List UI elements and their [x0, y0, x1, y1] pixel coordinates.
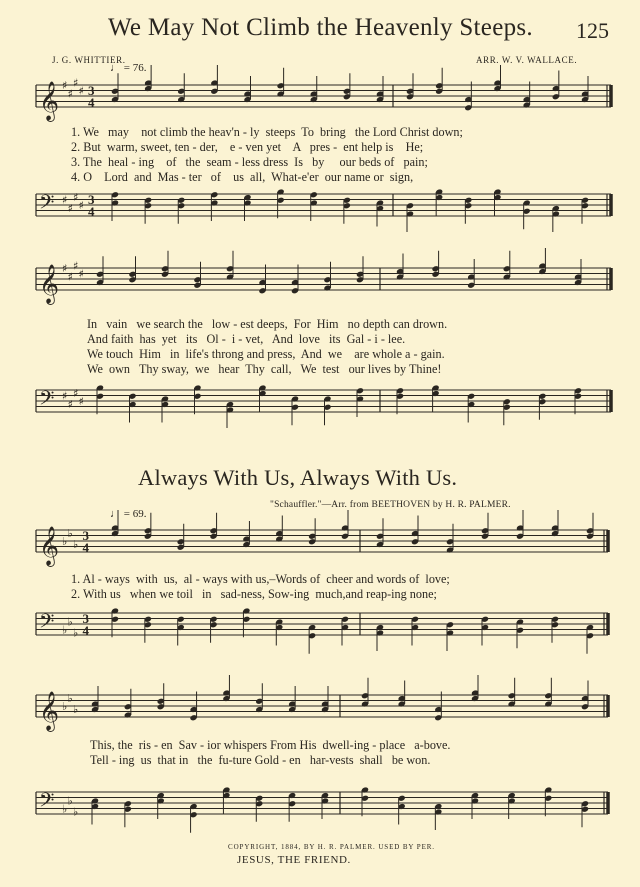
time-signature-bottom: 4	[88, 95, 95, 110]
hymn1-s1-verse3: 3. The heal - ing of the seam - less dress Is by our beds of pain;	[71, 155, 428, 169]
sharp-icon: ♯	[78, 199, 84, 212]
sharp-icon: ♯	[67, 201, 73, 215]
flat-icon: ♭	[73, 537, 79, 551]
sharp-icon: ♯	[67, 397, 73, 411]
sharp-icon: ♯	[78, 395, 84, 408]
hymn2-title: Always With Us, Always With Us.	[138, 465, 458, 490]
treble-clef-icon: 𝄞	[39, 526, 60, 566]
sharp-icon: ♯	[62, 389, 68, 403]
page-number: 125	[576, 18, 609, 43]
sharp-icon: ♯	[67, 87, 73, 101]
time-signature-top: 3	[88, 192, 95, 207]
flat-icon: ♭	[62, 623, 68, 637]
hymn2-s1-verse2: 2. With us when we toil in sad-ness, Sow-ing much,and reap-ing none;	[71, 587, 437, 601]
hymn2-arranger: "Schauffler."—Arr. from BEETHOVEN by H. R. PALMER.	[270, 500, 511, 510]
hymn2-tempo: ♩ = 69.	[110, 508, 147, 520]
flat-icon: ♭	[67, 794, 73, 808]
treble-clef-icon: 𝄞	[39, 264, 60, 304]
bass-clef-icon: 𝄢	[39, 190, 55, 219]
next-hymn-title: JESUS, THE FRIEND.	[237, 854, 351, 866]
time-signature-bottom: 4	[88, 204, 95, 219]
treble-clef-icon: 𝄞	[39, 81, 60, 121]
copyright-notice: COPYRIGHT, 1884, BY H. R. PALMER. USED BY PER.	[228, 843, 435, 851]
hymn1-s2-verse3: We touch Him in life's throng and press, And we are whole a - gain.	[87, 347, 445, 361]
hymn1-s2-verse4: We own Thy sway, we hear Thy call, We test our lives by Thine!	[87, 362, 442, 376]
treble-clef-icon: 𝄞	[39, 691, 60, 731]
hymn2-s2-verse1: This, the ris - en Sav - ior whispers From His dwell-ing - place a-bove.	[90, 738, 451, 752]
sharp-icon: ♯	[78, 84, 84, 98]
hymn1-arranger: ARR. W. V. WALLACE.	[476, 55, 578, 65]
bass-clef-icon: 𝄢	[39, 386, 55, 415]
flat-icon: ♭	[67, 615, 73, 629]
time-signature-bottom: 4	[82, 540, 89, 555]
sharp-icon: ♯	[73, 386, 79, 400]
sharp-icon: ♯	[73, 259, 79, 273]
hymn1-s1-verse1: 1. We may not climb the heav'n - ly steeps To bring the Lord Christ down;	[71, 125, 463, 139]
flat-icon: ♭	[62, 535, 68, 548]
hymn1-title: We May Not Climb the Heavenly Steeps.	[108, 14, 533, 41]
sharp-icon: ♯	[62, 262, 68, 275]
flat-icon: ♭	[73, 805, 79, 819]
hymn1-s1-verse2: 2. But warm, sweet, ten - der, e - ven yet A pres - ent help is He;	[71, 140, 424, 154]
flat-icon: ♭	[62, 700, 68, 713]
time-signature-top: 3	[88, 83, 95, 98]
hymn1-s1-verse4: 4. O Lord and Mas - ter of us all, What-e'er our name or sign,	[71, 170, 414, 184]
hymn2-s2-verse2: Tell - ing us that in the fu-ture Gold - en har-vests shall be won.	[90, 753, 431, 767]
flat-icon: ♭	[67, 526, 73, 540]
bass-clef-icon: 𝄢	[39, 609, 55, 638]
time-signature-top: 3	[82, 528, 89, 543]
sharp-icon: ♯	[73, 76, 79, 90]
flat-icon: ♭	[73, 626, 79, 640]
bass-clef-icon: 𝄢	[39, 788, 55, 817]
sharp-icon: ♯	[78, 267, 84, 281]
flat-icon: ♭	[62, 802, 68, 816]
sharp-icon: ♯	[62, 79, 68, 92]
hymn1-author: J. G. WHITTIER.	[52, 55, 126, 65]
time-signature-bottom: 4	[82, 623, 89, 638]
time-signature-top: 3	[82, 611, 89, 626]
hymn1-s2-verse1: In vain we search the low - est deeps, For Him no depth can drown.	[87, 317, 448, 331]
hymn2-s1-verse1: 1. Al - ways with us, al - ways with us,–Words of cheer and words of love;	[71, 572, 450, 586]
flat-icon: ♭	[73, 702, 79, 716]
sharp-icon: ♯	[73, 190, 79, 204]
hymn1-s2-verse2: And faith has yet its Ol - i - vet, And love its Gal - i - lee.	[87, 332, 406, 346]
hymn1-tempo: ♩ = 76.	[110, 62, 147, 74]
flat-icon: ♭	[67, 691, 73, 705]
sharp-icon: ♯	[67, 270, 73, 284]
sharp-icon: ♯	[62, 193, 68, 207]
